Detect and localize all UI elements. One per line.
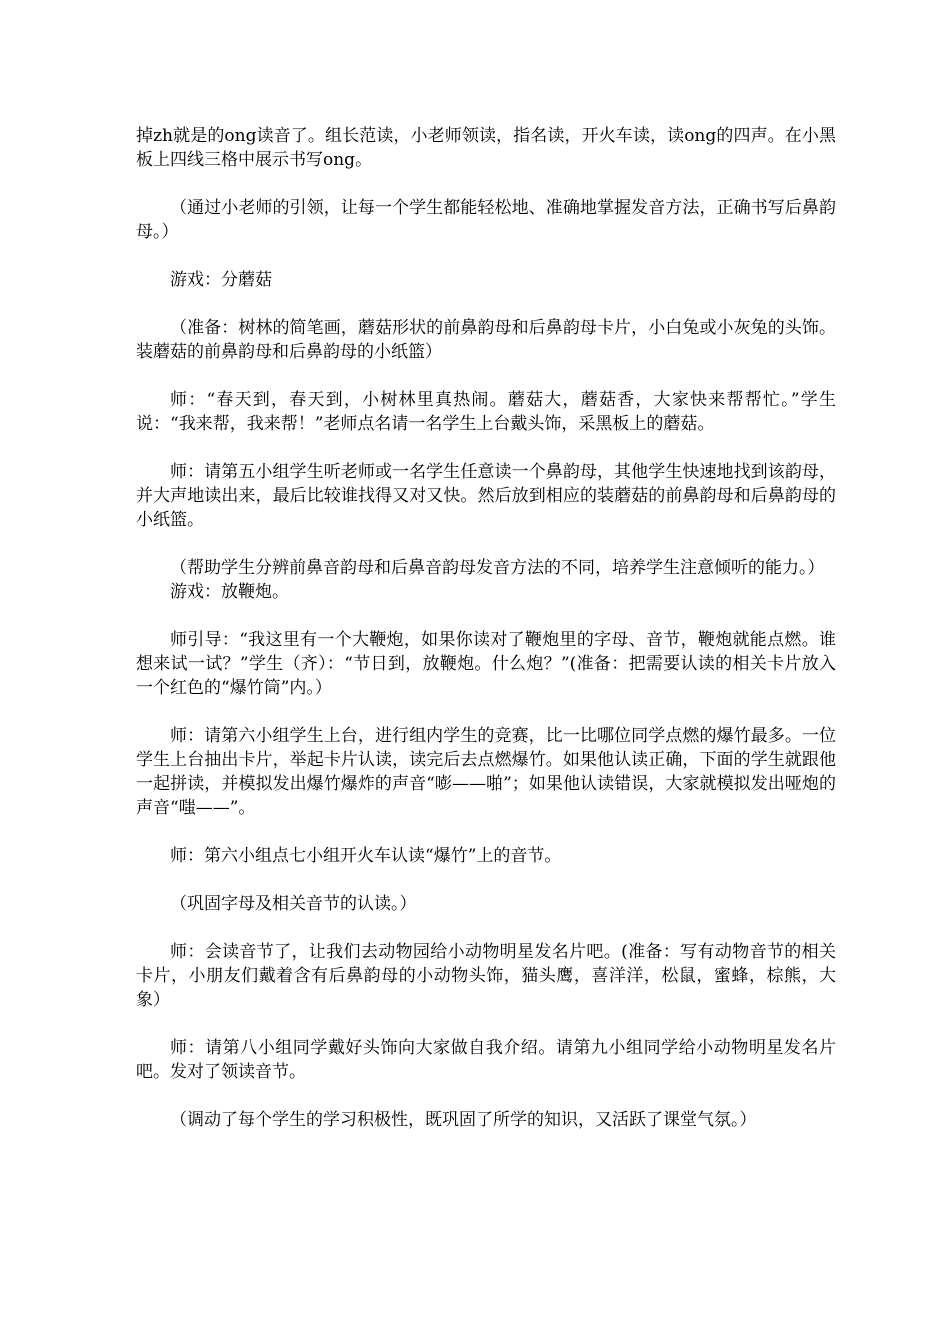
paragraph-10: 师：请第六小组学生上台，进行组内学生的竞赛，比一比哪位同学点燃的爆竹最多。一位学生上台抽出卡片，举起卡片认读，读完后去点燃爆竹。如果他认读正确，下面的学生就跟他一起拼读，并模拟发出爆竹爆炸的声音“嘭——啪”；如果他认读错误，大家就模拟发出哑炮的声音“嗤——”。 <box>136 726 836 818</box>
paragraph-6: 师：请第五小组学生听老师或一名学生任意读一个鼻韵母，其他学生快速地找到该韵母，并大声地读出来，最后比较谁找得又对又快。然后放到相应的装蘑菇的前鼻韵母和后鼻韵母的小纸篮。 <box>136 462 836 530</box>
paragraph-11: 师：第六小组点七小组开火车认读“爆竹”上的音节。 <box>170 846 562 866</box>
paragraph-13: 师：会读音节了，让我们去动物园给小动物明星发名片吧。(准备：写有动物音节的相关卡片，小朋友们戴着含有后鼻韵母的小动物头饰，猫头鹰，喜洋洋，松鼠，蜜蜂，棕熊，大象） <box>136 942 836 1010</box>
paragraph-3: 游戏：分蘑菇 <box>170 270 272 290</box>
paragraph-7: （帮助学生分辨前鼻音韵母和后鼻音韵母发音方法的不同，培养学生注意倾听的能力。） <box>170 558 825 578</box>
document-page <box>136 124 836 1132</box>
paragraph-5: 师：“春天到，春天到，小树林里真热闹。蘑菇大，蘑菇香，大家快来帮帮忙。”学生说：“我来帮，我来帮！”老师点名请一名学生上台戴头饰，采黑板上的蘑菇。 <box>136 390 836 434</box>
paragraph-2: （通过小老师的引领，让每一个学生都能轻松地、准确地掌握发音方法，正确书写后鼻韵母。） <box>136 198 836 242</box>
paragraph-4: （准备：树林的简笔画，蘑菇形状的前鼻韵母和后鼻韵母卡片，小白兔或小灰兔的头饰。装蘑菇的前鼻韵母和后鼻韵母的小纸篮） <box>136 318 836 362</box>
paragraph-9: 师引导：“我这里有一个大鞭炮，如果你读对了鞭炮里的字母、音节，鞭炮就能点燃。谁想来试一试？”学生（齐）：“节日到，放鞭炮。什么炮？”(准备：把需要认读的相关卡片放入一个红色的“爆竹筒”内。） <box>136 630 836 698</box>
paragraph-14: 师：请第八小组同学戴好头饰向大家做自我介绍。请第九小组同学给小动物明星发名片吧。发对了领读音节。 <box>136 1038 836 1082</box>
paragraph-15: （调动了每个学生的学习积极性，既巩固了所学的知识，又活跃了课堂气氛。） <box>170 1110 757 1130</box>
paragraph-1: 掉zh就是的ong读音了。组长范读，小老师领读，指名读，开火车读，读ong的四声。在小黑板上四线三格中展示书写ong。 <box>136 126 836 170</box>
paragraph-12: （巩固字母及相关音节的认读。） <box>170 894 417 914</box>
paragraph-8: 游戏：放鞭炮。 <box>170 582 289 602</box>
